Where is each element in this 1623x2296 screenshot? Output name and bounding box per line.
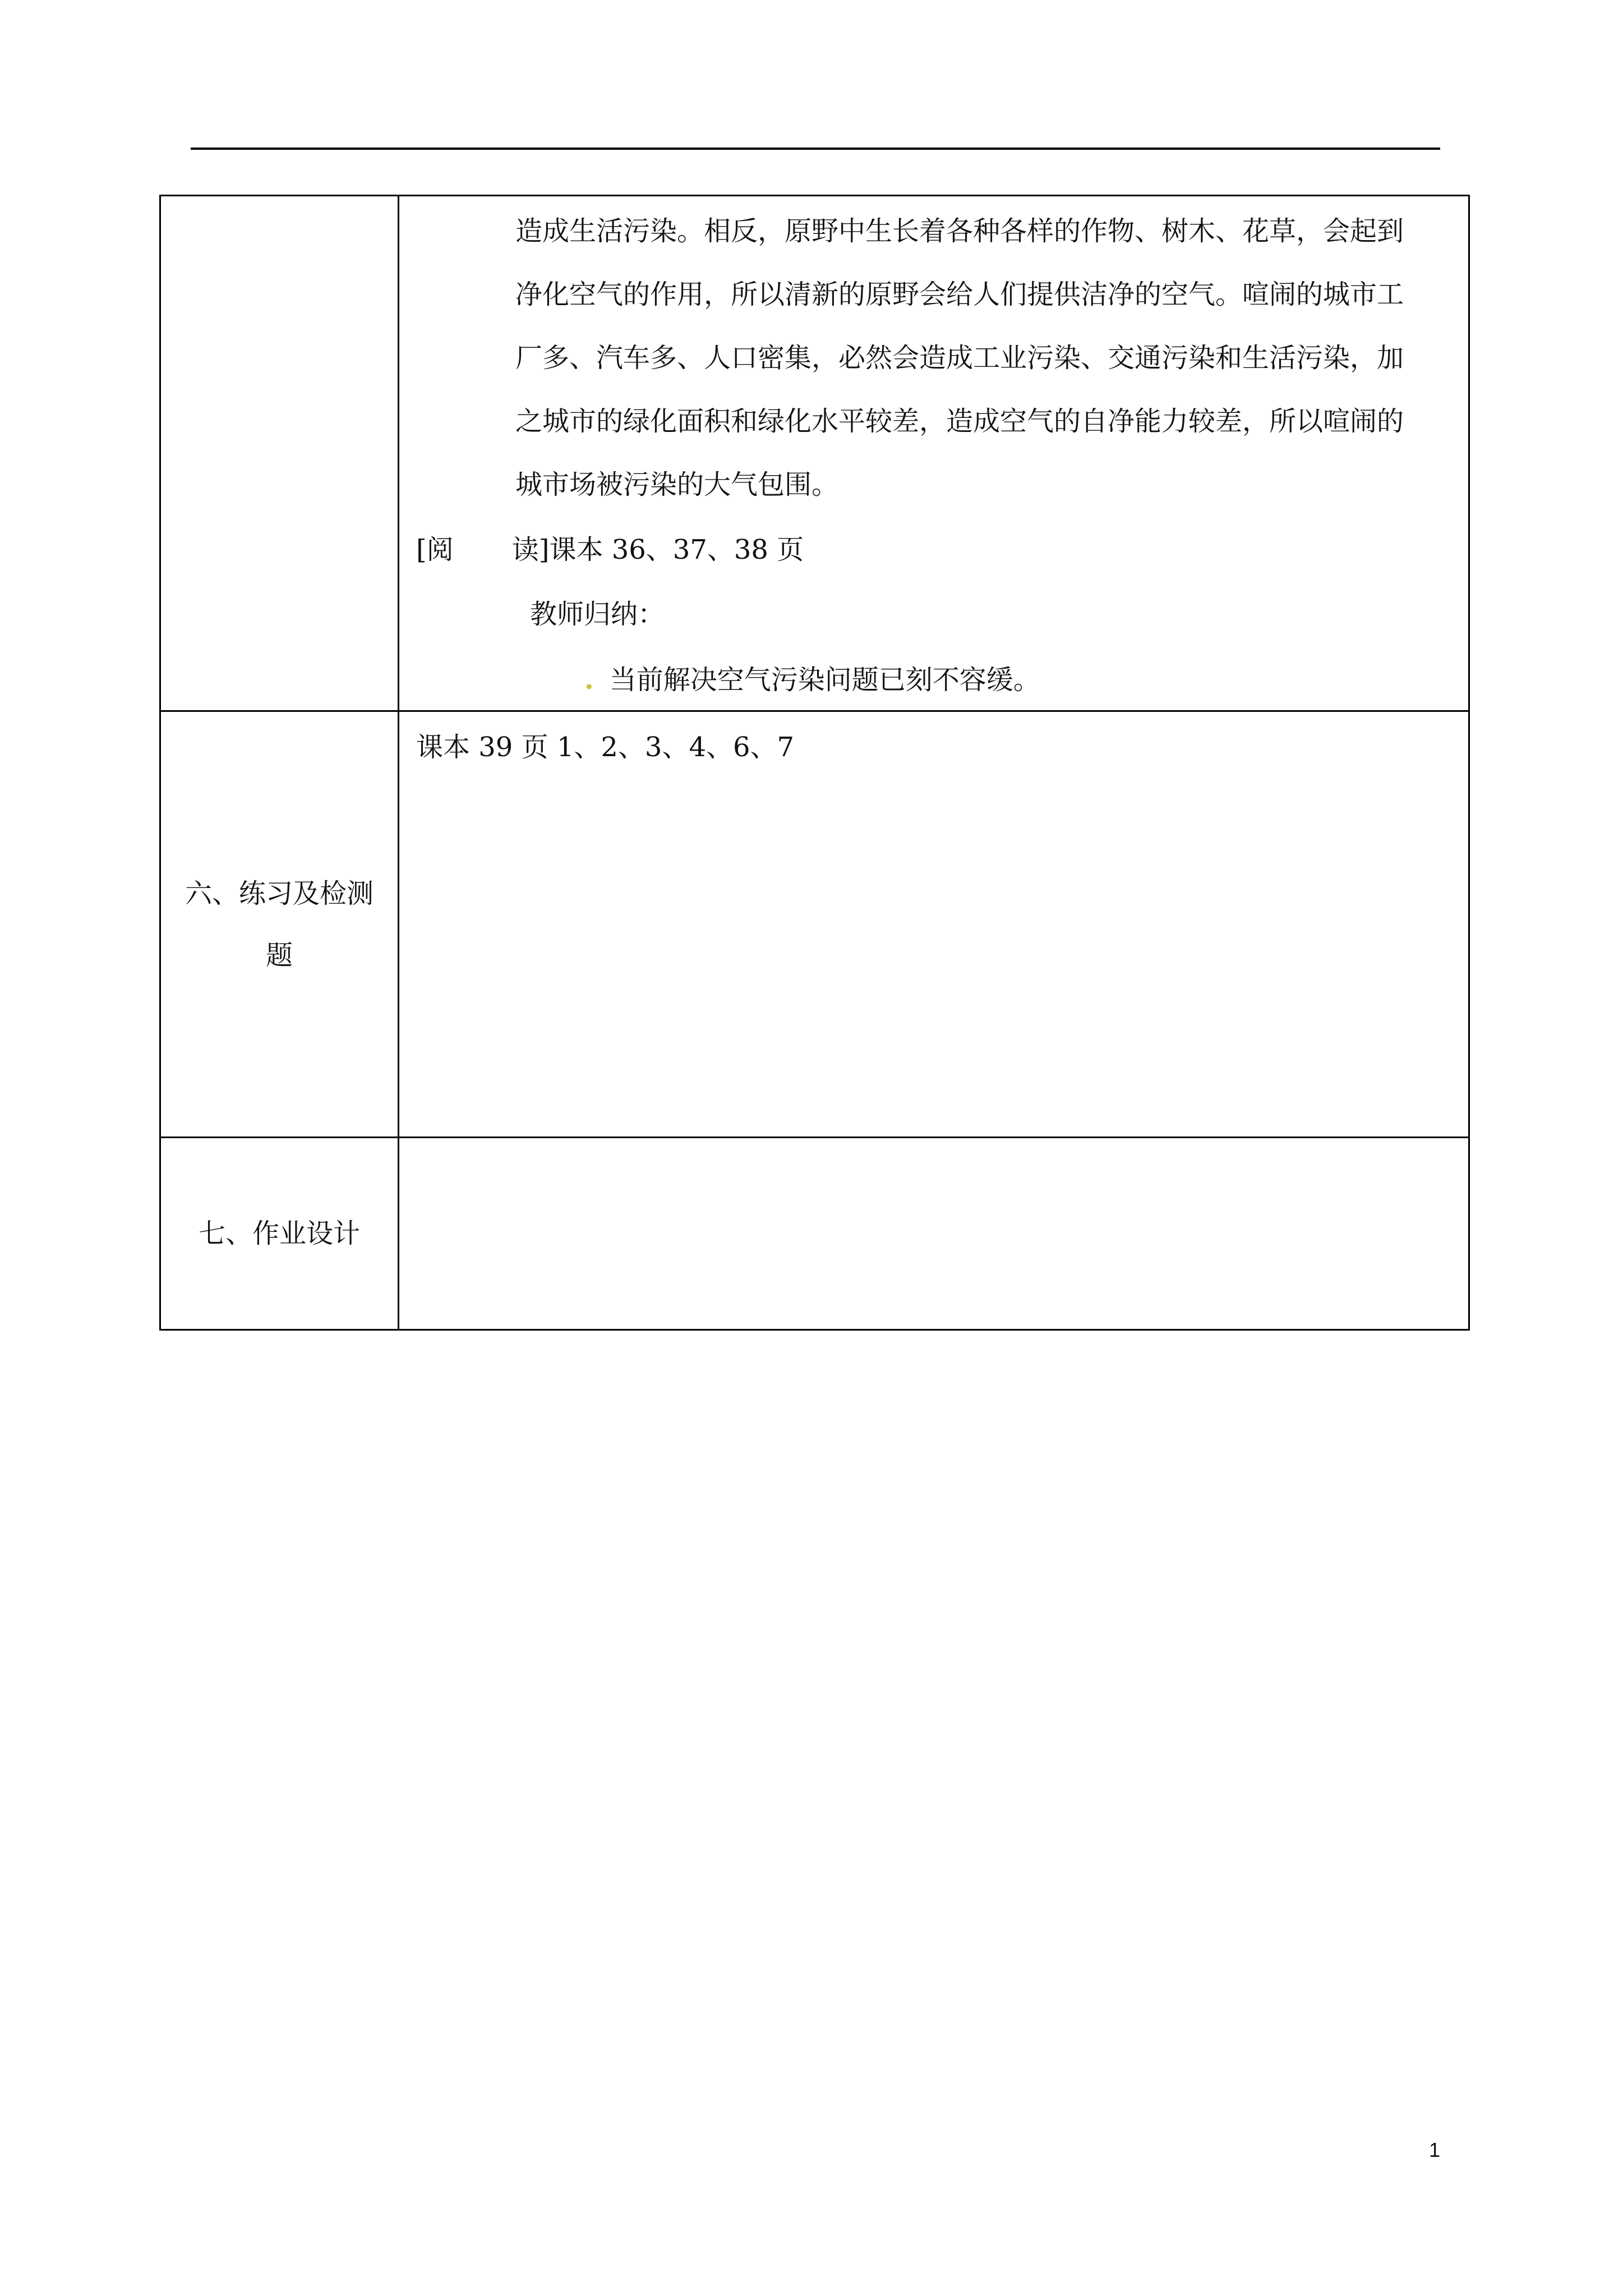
paragraph-line: 城市场被污染的大气包围。 <box>515 469 839 500</box>
row-label-exercises <box>161 712 399 1137</box>
table-row-exercises <box>161 710 1468 1137</box>
label-line: 六、练习及检测 <box>185 877 374 909</box>
pollution-paragraph <box>515 200 1469 517</box>
row-content-cell <box>399 196 1468 710</box>
bullet-dot-icon: . <box>584 664 594 696</box>
teacher-summary-label: 教师归纳： <box>530 599 665 630</box>
summary-point <box>584 663 1040 697</box>
homework-content-cell <box>399 1138 1468 1329</box>
reading-text: 读]课本 36、37、38 页 <box>511 534 804 565</box>
paragraph-line: 造成生活污染。相反，原野中生长着各种各样的作物、树木、花草，会起到 <box>515 215 1404 247</box>
reading-label: [阅 <box>416 534 454 565</box>
exercises-content-cell <box>399 712 1468 1137</box>
lesson-table <box>159 195 1470 1331</box>
paragraph-line: 之城市的绿化面积和绿化水平较差，造成空气的自净能力较差，所以喧闹的 <box>515 406 1404 437</box>
table-row-homework <box>161 1137 1468 1329</box>
summary-point-text: 当前解决空气污染问题已刻不容缓。 <box>609 664 1040 696</box>
table-row-continued-content <box>161 196 1468 710</box>
header-rule <box>191 148 1440 150</box>
page-number: 1 <box>1429 2138 1441 2161</box>
row-label-empty <box>161 196 399 710</box>
row-label-homework: 七、作业设计 <box>161 1138 399 1329</box>
exercises-text: 课本 39 页 1、2、3、4、6、7 <box>416 731 795 763</box>
paragraph-line: 厂多、汽车多、人口密集，必然会造成工业污染、交通污染和生活污染，加 <box>515 342 1404 374</box>
paragraph-line: 净化空气的作用，所以清新的原野会给人们提供洁净的空气。喧闹的城市工 <box>515 279 1404 310</box>
label-line: 题 <box>265 939 293 971</box>
reading-instruction <box>416 533 804 567</box>
